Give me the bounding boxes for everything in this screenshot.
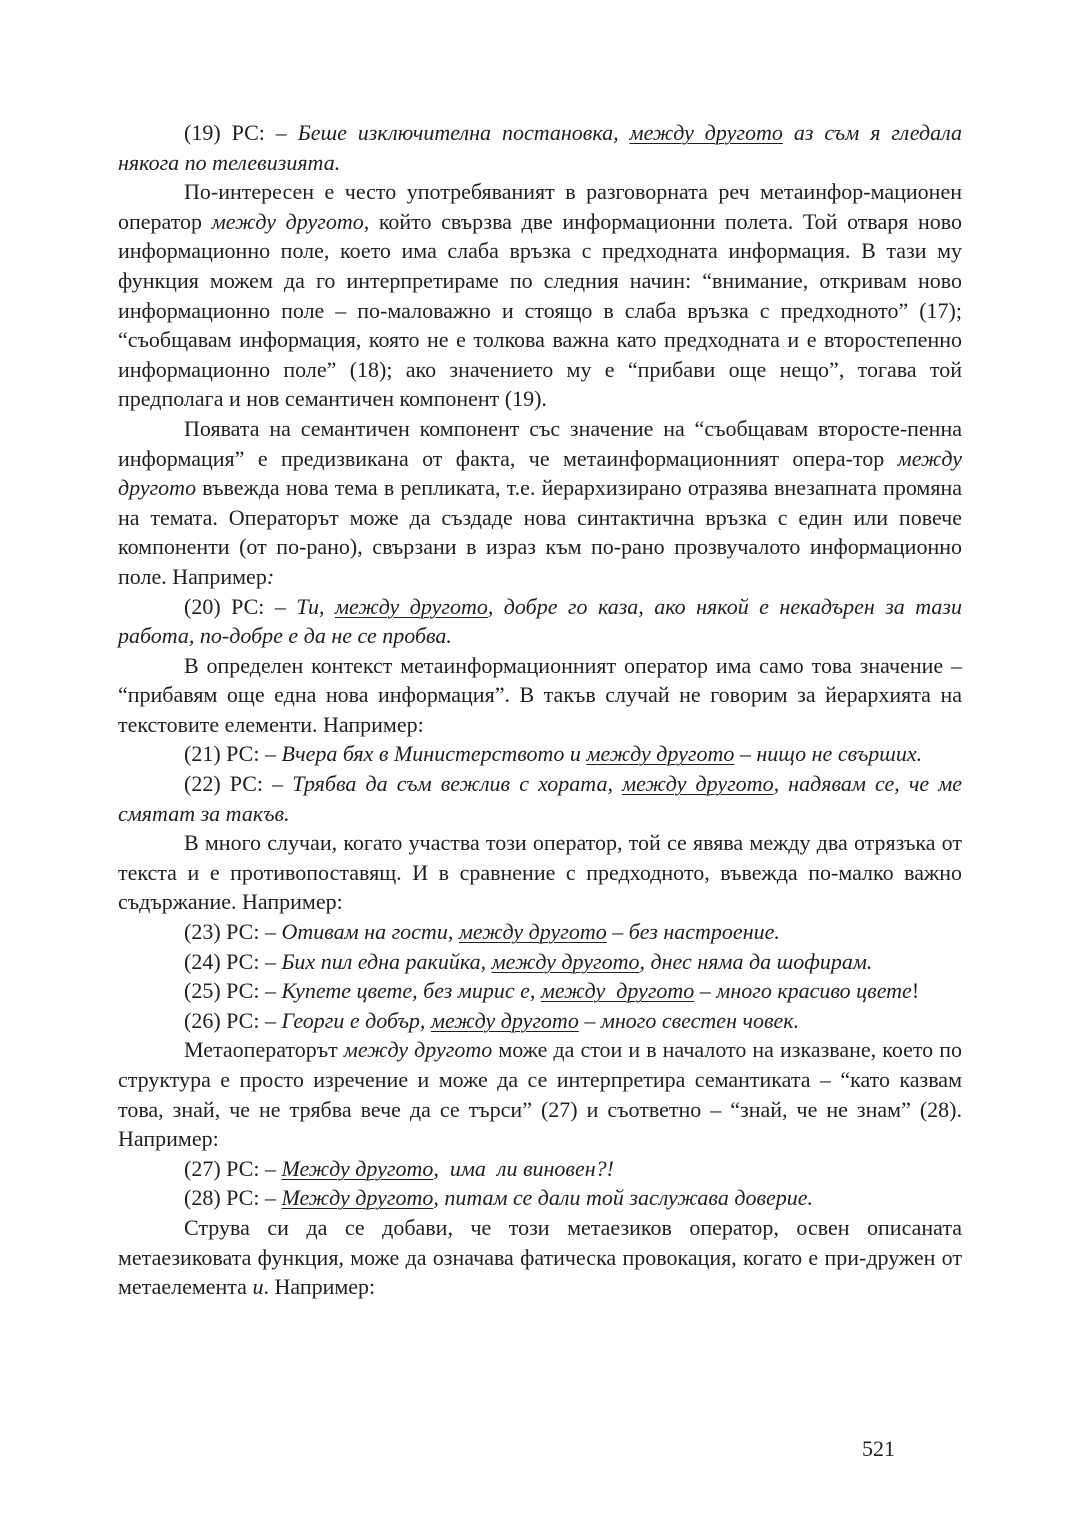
- paragraph-3: В определен контекст метаинформационният оператор има само това значение – “прибавям още една нова информация”. В такъв случай не говорим за йерархията на текстовите елементи. Например:: [118, 652, 962, 737]
- paragraph-6: Струва си да се добави, че този метаезиков оператор, освен описаната метаезиковата функция, може да означава фатическа провокация, когато е при-дружен от метаелемента и. Например:: [118, 1214, 962, 1300]
- page-number: 521: [862, 1436, 895, 1461]
- example-24: (24) РС: – Бих пил една ракийка, между другото, днес няма да шофирам.: [184, 948, 873, 974]
- example-20: (20) РС: – Ти, между другото, добре го каза, ако някой е некадърен за тази работа, по-добре е да не се пробва.: [118, 593, 962, 649]
- example-25: (25) РС: – Купете цвете, без мирис е, между другото – много красиво цвете!: [184, 978, 920, 1004]
- example-22: (22) РС: – Трябва да съм вежлив с хората, между другото, надявам се, че ме смятат за такъв.: [118, 771, 963, 826]
- paragraph-4: В много случаи, когато участва този оператор, той се явява между два отрязъка от текста и е противопоставящ. И в сравнение с предходното, въвежда по-малко важно съдържание. Например:: [118, 830, 962, 915]
- example-19: (19) РС: – Беше изключителна постановка, между другото аз съм я гледала някога по телевизията.: [118, 120, 962, 175]
- example-27: (27) РС: – Между другото, има ли виновен?!: [184, 1155, 614, 1181]
- example-28: (28) РС: – Между другото, питам се дали той заслужава доверие.: [184, 1185, 814, 1211]
- document-page: [118, 118, 962, 1302]
- example-26: (26) РС: – Георги е добър, между другото – много свестен човек.: [184, 1007, 800, 1033]
- paragraph-5: Метаоператорът между другото може да стои и в началото на изказване, което по структура е просто изречение и може да се интерпретира семантиката – “като казвам това, знай, че не трябва вече да се търси” (27) и съответно – “знай, че не знам” (28). Например:: [118, 1037, 963, 1152]
- paragraph-2: Появата на семантичен компонент със значение на “съобщавам второсте-пенна информация” е предизвикана от факта, че метаинформационният опера-тор между другото въвежда нова тема в репликата, т.е. йерархизирано отразява внезапната промяна на темата. Операторът може да създаде нова синтактична връзка с един или повече компоненти (от по-рано), свързани в израз към по-рано прозвучалото информационно поле. Например:: [118, 415, 963, 589]
- example-21: (21) РС: – Вчера бях в Министерството и между другото – нищо не свърших.: [184, 741, 923, 767]
- example-23: (23) РС: – Отивам на гости, между другото – без настроение.: [184, 919, 780, 945]
- paragraph-1: По-интересен е често употребяваният в разговорната реч метаинфор-мационен оператор между другото, който свързва две информационни полета. Той отваря ново информационно поле, което има слаба връзка с предходната информация. В тази му функция можем да го интерпретираме по следния начин: “внимание, откривам ново информационно поле – по-маловажно и стоящо в слаба връзка с предходното” (17); “съобщавам информация, която не е толкова важна като предходната и е второстепенно информационно поле” (18); ако значението му е “прибави още нещо”, тогава той предполага и нов семантичен компонент (19).: [118, 179, 963, 412]
